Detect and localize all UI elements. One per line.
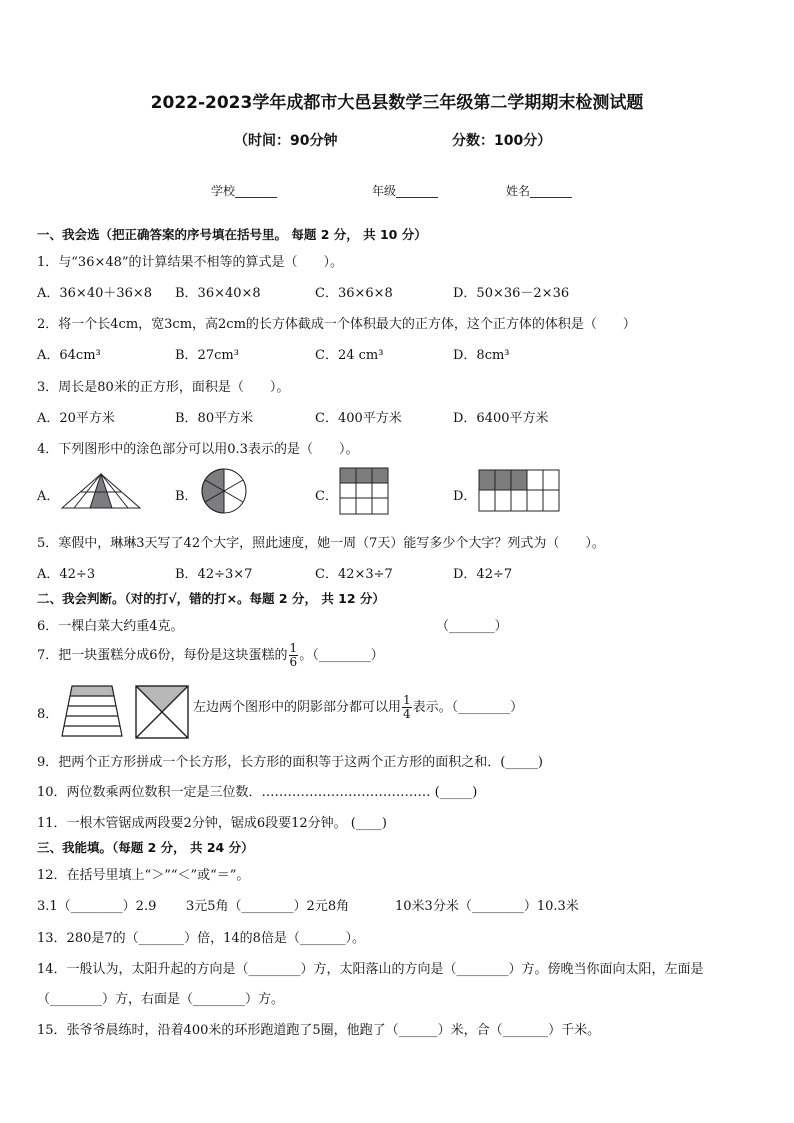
question-8-label: 8． <box>37 707 59 722</box>
q5-option-a[interactable]: A．42÷3 <box>37 567 96 582</box>
q5-option-d[interactable]: D．42÷7 <box>453 567 513 582</box>
q1-option-c[interactable]: C．36×6×8 <box>315 286 393 301</box>
q4-option-a[interactable]: A． <box>37 489 60 504</box>
q8-fraction: $\frac{1}{4}$ <box>403 693 411 721</box>
q8-text: 左边两个图形中的阴影部分都可以用 <box>193 700 402 715</box>
triangle-figure <box>60 472 142 510</box>
q5-option-c[interactable]: C．42×3÷7 <box>315 567 393 582</box>
circle-figure <box>200 467 248 515</box>
grid-5x2-figure <box>478 469 561 513</box>
q3-option-c[interactable]: C．400平方米 <box>315 411 402 426</box>
question-9: 9．把两个正方形拼成一个长方形，长方形的面积等于这两个正方形的面积之和．(_____) <box>37 755 543 770</box>
question-14-line-2: （________）方，右面是（________）方。 <box>37 992 285 1007</box>
q7-fraction: $\frac{1}{6}$ <box>289 641 298 669</box>
question-6: 6．一棵白菜大约重4克。 <box>37 619 184 634</box>
trapezoid-figure <box>60 684 124 738</box>
q12-item-c[interactable]: 10米3分米（________）10.3米 <box>395 899 579 914</box>
question-10: 10．两位数乘两位数积一定是三位数．………………………………… (_____) <box>37 785 478 800</box>
q4-option-b[interactable]: B． <box>175 489 198 504</box>
question-4: 4．下列图形中的涂色部分可以用0.3表示的是（ ）。 <box>37 442 359 457</box>
school-field[interactable]: 学校_______ <box>211 184 278 198</box>
question-11: 11．一根木管锯成两段要2分钟，锯成6段要12分钟。 (____) <box>37 816 387 831</box>
q4-option-d[interactable]: D． <box>453 489 477 504</box>
question-13: 13．280是7的（_______）倍，14的8倍是（_______）。 <box>37 931 365 946</box>
q2-option-a[interactable]: A．64cm³ <box>37 348 101 363</box>
grade-field[interactable]: 年级_______ <box>372 184 439 198</box>
q1-option-b[interactable]: B．36×40×8 <box>175 286 261 301</box>
question-1: 1．与“36×48”的计算结果不相等的算式是（ ）。 <box>37 255 344 270</box>
q6-answer-blank[interactable]: （_______） <box>436 619 508 634</box>
question-14-line-1: 14．一般认为，太阳升起的方向是（________）方，太阳落山的方向是（________）方。傍晚当你面向太阳，左面是 <box>37 962 704 977</box>
q3-option-b[interactable]: B．80平方米 <box>175 411 254 426</box>
square-x-figure <box>134 684 190 740</box>
q12-item-a[interactable]: 3.1（________）2.9 <box>37 899 157 914</box>
section-3-heading: 三、我能填。（每题 2 分， 共 24 分） <box>37 840 254 855</box>
question-2: 2．将一个长4cm，宽3cm，高2cm的长方体截成一个体积最大的正方体，这个正方体的体积是（ ） <box>37 317 636 332</box>
question-3: 3．周长是80米的正方形，面积是（ ）。 <box>37 380 290 395</box>
q1-option-a[interactable]: A．36×40＋36×8 <box>37 286 153 301</box>
q7-text: 7．把一块蛋糕分成6份，每份是这块蛋糕的 <box>37 648 288 663</box>
q3-option-d[interactable]: D．6400平方米 <box>453 411 549 426</box>
q12-item-b[interactable]: 3元5角（________）2元8角 <box>186 899 350 914</box>
q5-option-b[interactable]: B．42÷3×7 <box>175 567 253 582</box>
grid-3x3-figure <box>339 467 390 515</box>
question-8 <box>193 694 523 721</box>
section-2-heading: 二、我会判断。（对的打√，错的打×。每题 2 分， 共 12 分） <box>37 591 385 606</box>
question-15: 15．张爷爷晨练时，沿着400米的环形跑道跑了5圈，他跑了（______）米，合（_______）千米。 <box>37 1023 601 1038</box>
question-5: 5．寒假中，琳琳3天写了42个大字，照此速度，她一周（7天）能写多少个大字？列式为（ ）。 <box>37 536 605 551</box>
question-7 <box>37 642 384 669</box>
section-1-heading: 一、我会选（把正确答案的序号填在括号里。 每题 2 分， 共 10 分） <box>37 227 427 242</box>
name-field[interactable]: 姓名_______ <box>506 184 573 198</box>
question-12: 12．在括号里填上“＞”“＜”或“＝”。 <box>37 868 250 883</box>
exam-time: （时间：90分钟 <box>234 133 338 149</box>
q2-option-d[interactable]: D．8cm³ <box>453 348 510 363</box>
q7-answer-blank[interactable]: 。（________） <box>299 648 384 663</box>
q4-option-c[interactable]: C． <box>315 489 338 504</box>
q1-option-d[interactable]: D．50×36－2×36 <box>453 286 570 301</box>
exam-score: 分数：100分） <box>452 133 552 149</box>
q2-option-c[interactable]: C．24 cm³ <box>315 348 384 363</box>
q3-option-a[interactable]: A．20平方米 <box>37 411 115 426</box>
q2-option-b[interactable]: B．27cm³ <box>175 348 239 363</box>
page-title: 2022-2023学年成都市大邑县数学三年级第二学期期末检测试题 <box>150 93 644 113</box>
q8-answer-blank[interactable]: 表示。（________） <box>412 700 524 715</box>
